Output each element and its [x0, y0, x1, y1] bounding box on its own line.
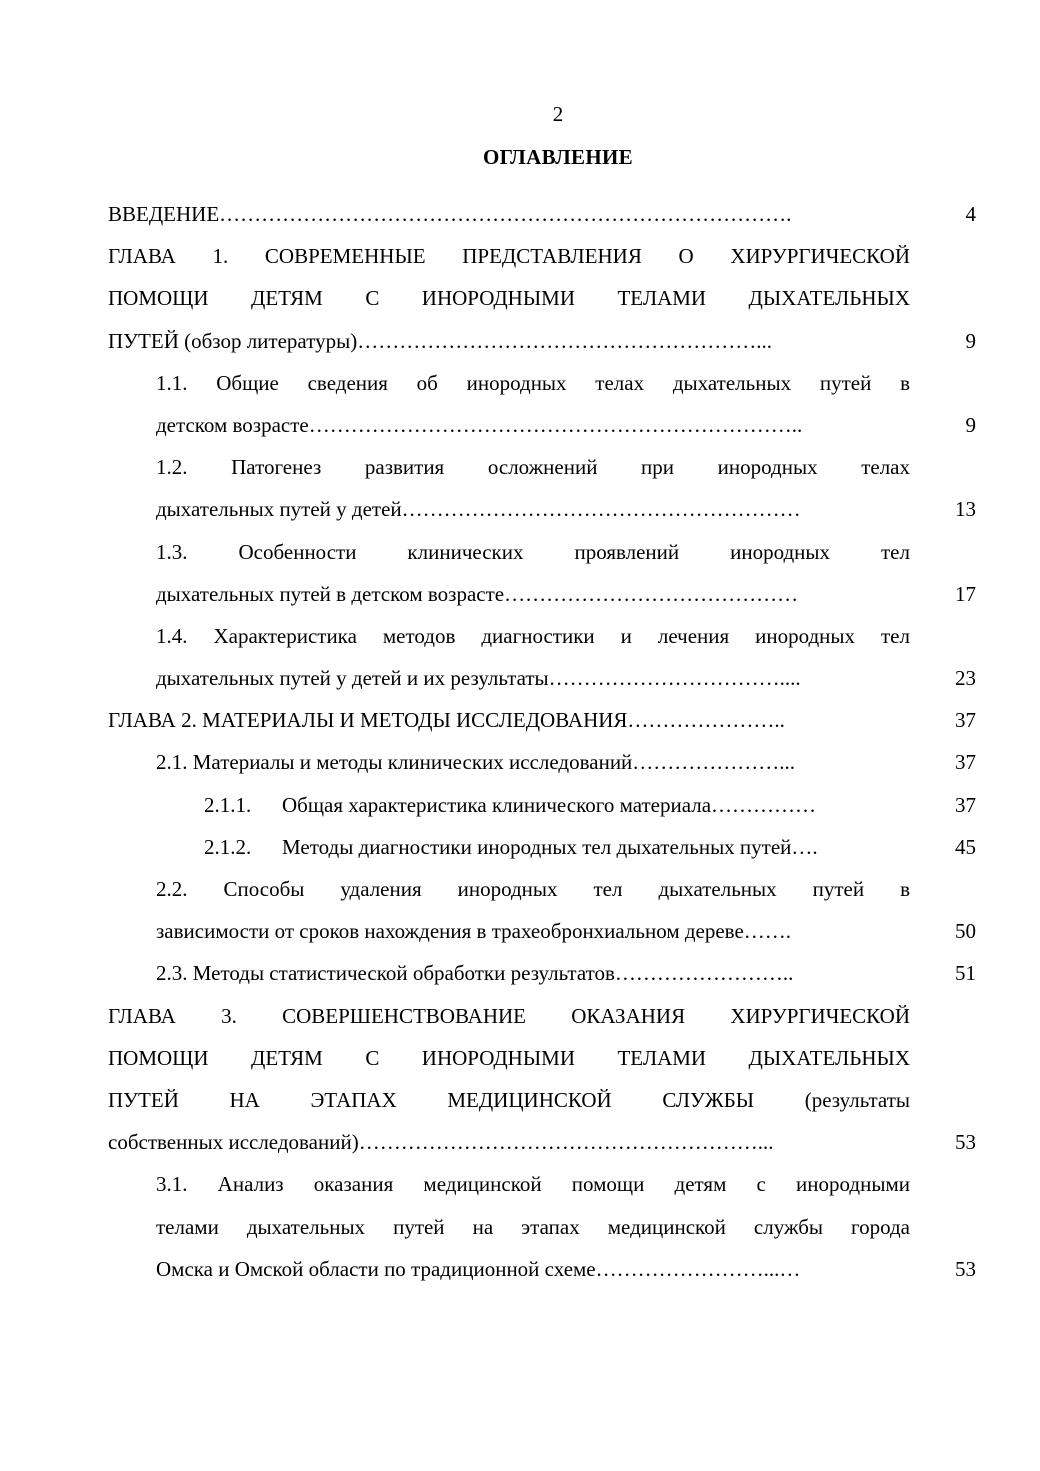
- toc-line: [0, 1000, 1040, 1042]
- toc-page-number: 23: [955, 666, 976, 691]
- toc-entry-text: телами дыхательных путей на этапах медицинской службы города: [156, 1214, 910, 1239]
- toc-page-number: 9: [965, 412, 976, 437]
- toc-page-number: 37: [955, 750, 976, 775]
- toc-entry-text: 2.2. Способы удаления инородных тел дыхательных путей в: [156, 877, 910, 901]
- toc-entry: [0, 873, 1040, 957]
- toc-line: [0, 620, 1040, 662]
- toc-entry-text: зависимости от сроков нахождения в трахеобронхиальном дереве…….: [156, 919, 792, 944]
- toc-entry-text: ПУТЕЙ НА ЭТАПАХ МЕДИЦИНСКОЙ СЛУЖБЫ (результаты: [108, 1087, 910, 1112]
- toc-line: [0, 282, 1040, 324]
- toc-entry-number: 2.1.2.: [204, 834, 252, 859]
- toc-line: [0, 1211, 1040, 1253]
- toc-entry-text: Омска и Омской области по традиционной схеме……………………...…: [156, 1256, 801, 1281]
- toc-entry-text: ПОМОЩИ ДЕТЯМ С ИНОРОДНЫМИ ТЕЛАМИ ДЫХАТЕЛЬНЫХ: [108, 286, 910, 311]
- toc-entry-text: 3.1. Анализ оказания медицинской помощи детям с инородными: [156, 1172, 910, 1197]
- toc-entry-text: Общая характеристика клинического материала……………: [282, 792, 817, 817]
- toc-entry-text: ВВЕДЕНИЕ……………………………………………………………………….: [108, 202, 792, 226]
- toc-line: [0, 493, 1040, 535]
- toc-entry-text: ПУТЕЙ (обзор литературы)…………………………………………………...: [108, 328, 772, 353]
- toc-entry: [0, 789, 1040, 831]
- toc-line: [0, 662, 1040, 704]
- toc-entry-text: 2.3. Методы статистической обработки результатов……………………..: [156, 961, 794, 986]
- toc-entry: [0, 367, 1040, 451]
- table-of-contents: [0, 198, 1040, 1295]
- toc-entry: [0, 240, 1040, 367]
- toc-line: [0, 367, 1040, 409]
- toc-entry-text: ПОМОЩИ ДЕТЯМ С ИНОРОДНЫМИ ТЕЛАМИ ДЫХАТЕЛЬНЫХ: [108, 1045, 910, 1070]
- toc-line: [0, 409, 1040, 451]
- toc-line: [0, 704, 1040, 746]
- toc-line: [0, 536, 1040, 578]
- toc-line: [0, 1126, 1040, 1168]
- toc-entry-text: 1.4. Характеристика методов диагностики и лечения инородных тел: [156, 623, 910, 648]
- toc-page-number: 37: [955, 792, 976, 817]
- toc-line: [0, 789, 1040, 831]
- toc-entry: [0, 536, 1040, 620]
- toc-page-number: 50: [955, 919, 976, 944]
- toc-entry: [0, 1000, 1040, 1169]
- toc-page-number: 13: [955, 497, 976, 522]
- toc-entry: [0, 957, 1040, 999]
- toc-line: [0, 240, 1040, 282]
- toc-entry-number: 2.1.1.: [204, 792, 252, 817]
- toc-line: [0, 578, 1040, 620]
- toc-entry: [0, 620, 1040, 704]
- toc-page-number: 53: [955, 1256, 976, 1281]
- toc-line: [0, 451, 1040, 493]
- toc-entry: [0, 1168, 1040, 1295]
- toc-page-number: 37: [955, 708, 976, 733]
- toc-line: [0, 198, 1040, 240]
- toc-line: [0, 1253, 1040, 1295]
- toc-entry: [0, 198, 1040, 240]
- toc-line: [0, 1084, 1040, 1126]
- toc-entry-text: ГЛАВА 2. МАТЕРИАЛЫ И МЕТОДЫ ИССЛЕДОВАНИЯ…………………..: [108, 708, 785, 733]
- toc-page-number: 45: [955, 834, 976, 859]
- toc-page-number: 53: [955, 1130, 976, 1155]
- toc-entry-text: дыхательных путей в детском возрасте……………………………………: [156, 581, 799, 606]
- toc-line: [0, 957, 1040, 999]
- toc-entry-text: дыхательных путей у детей и их результаты……………………………....: [156, 666, 801, 691]
- toc-entry-text: 1.3. Особенности клинических проявлений инородных тел: [156, 539, 910, 564]
- toc-page-number: 4: [965, 202, 976, 226]
- toc-line: [0, 1042, 1040, 1084]
- toc-entry: [0, 451, 1040, 535]
- toc-line: [0, 873, 1040, 915]
- toc-line: [0, 325, 1040, 367]
- toc-entry-text: 1.1. Общие сведения об инородных телах дыхательных путей в: [156, 370, 910, 395]
- toc-entry-text: 1.2. Патогенез развития осложнений при инородных телах: [156, 455, 910, 480]
- toc-entry-text: дыхательных путей у детей…………………………………………………: [156, 497, 801, 522]
- toc-entry: [0, 704, 1040, 746]
- toc-page-number: 9: [965, 328, 976, 353]
- toc-entry: [0, 746, 1040, 788]
- page-number: 2: [552, 102, 564, 126]
- toc-page-number: 51: [955, 961, 976, 986]
- toc-line: [0, 831, 1040, 873]
- toc-page-number: 17: [955, 581, 976, 606]
- toc-entry-text: ГЛАВА 1. СОВРЕМЕННЫЕ ПРЕДСТАВЛЕНИЯ О ХИРУРГИЧЕСКОЙ: [108, 244, 910, 269]
- toc-entry-text: Методы диагностики инородных тел дыхательных путей….: [282, 834, 818, 859]
- toc-entry-text: 2.1. Материалы и методы клинических исследований…………………...: [156, 750, 796, 775]
- page-title: ОГЛАВЛЕНИЕ: [483, 145, 633, 169]
- toc-line: [0, 746, 1040, 788]
- toc-entry-text: детском возрасте……………………………………………………………..: [156, 412, 803, 437]
- toc-entry-text: собственных исследований)…………………………………………………...: [108, 1130, 774, 1155]
- toc-line: [0, 915, 1040, 957]
- toc-entry: [0, 831, 1040, 873]
- toc-line: [0, 1168, 1040, 1210]
- toc-entry-text: ГЛАВА 3. СОВЕРШЕНСТВОВАНИЕ ОКАЗАНИЯ ХИРУРГИЧЕСКОЙ: [108, 1003, 910, 1028]
